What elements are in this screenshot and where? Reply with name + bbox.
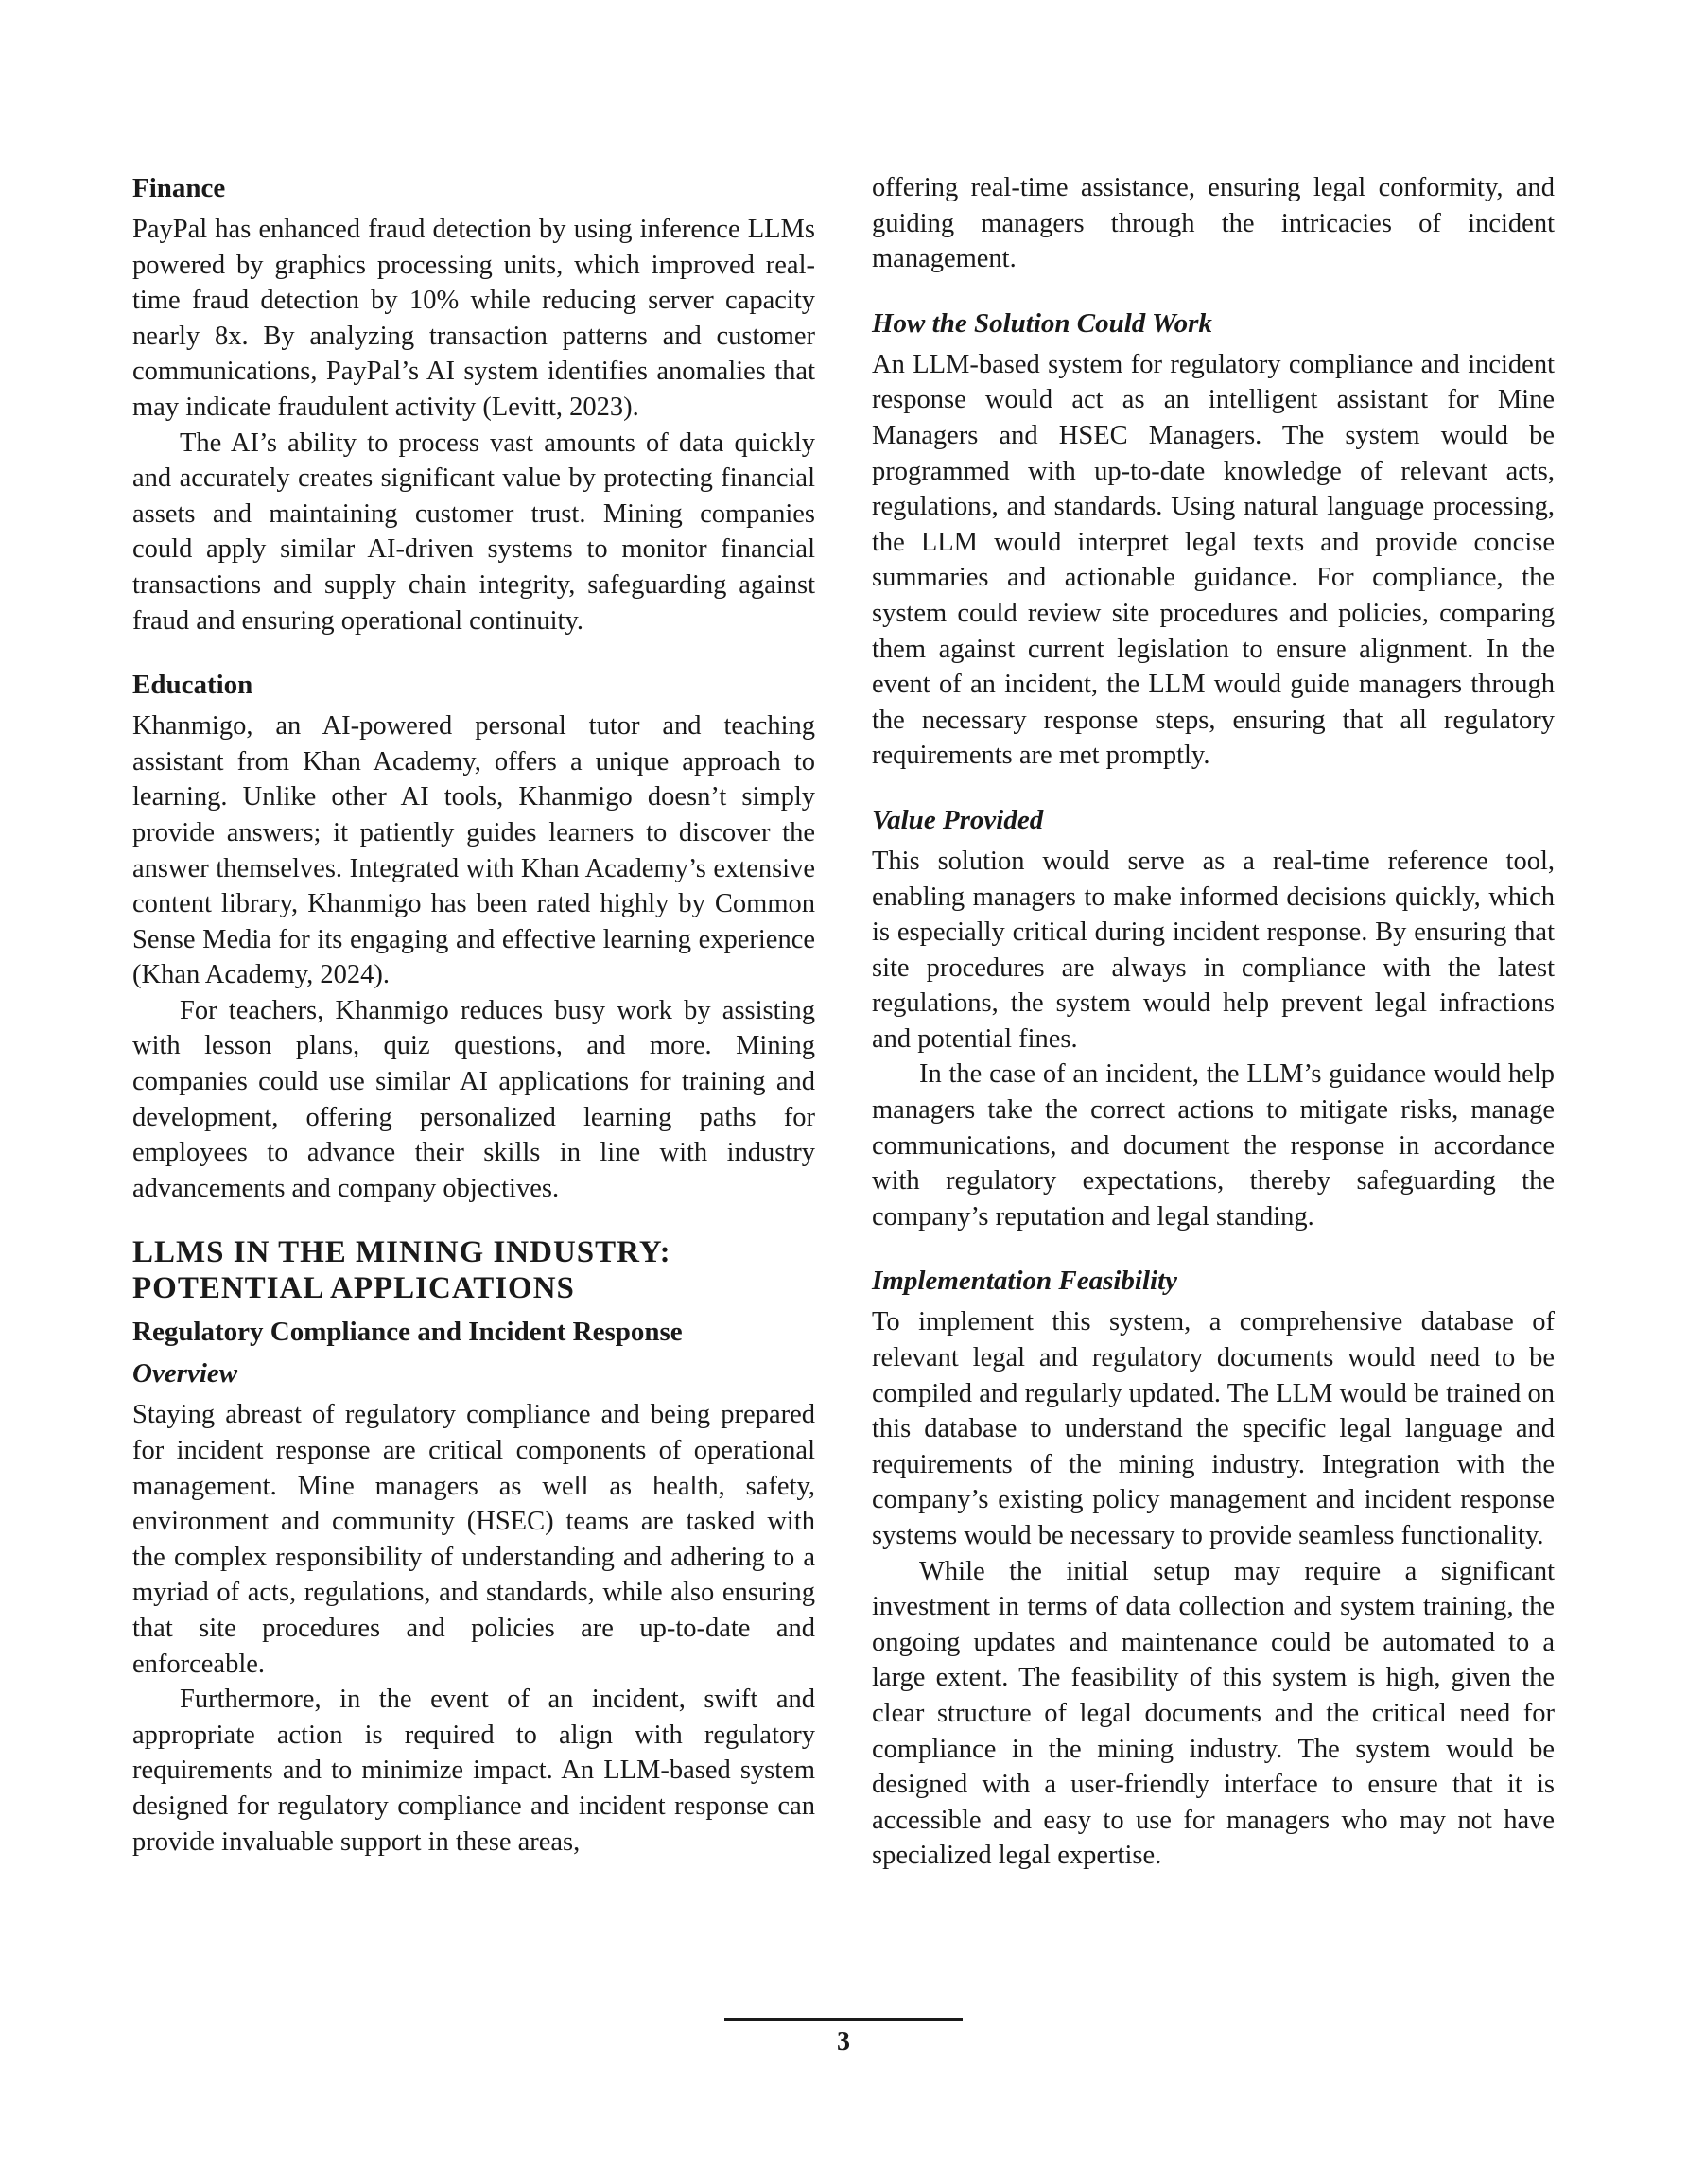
feasibility-paragraph-2: While the initial setup may require a significant investment in terms of data collection and system training, the ongoing updates and maintenance could be automated to a large extent. The feasibility of this system is high, given the clear structure of legal documents and the critical need for compliance in the mining industry. The system would be designed with a user-friendly interface to ensure that it is accessible and easy to use for managers who may not have specialized legal expertise.	[872, 1556, 1555, 1871]
overview-paragraph-1: Staying abreast of regulatory compliance and being prepared for incident response are critical components of operational management. Mine managers as well as health, safety, environment and community (HSEC) teams are tasked with the complex responsibility of understanding and adhering to a myriad of acts, regulations, and standards, while also ensuring that site procedures and policies are up-to-date and enforceable.	[132, 1400, 815, 1679]
page-body	[132, 170, 1555, 1874]
page-number: 3	[837, 2027, 850, 2056]
value-heading: Value Provided	[872, 804, 1044, 835]
footer-rule	[724, 2018, 963, 2021]
continuation-paragraph: offering real-time assistance, ensuring legal conformity, and guiding managers through the intricacies of incident management.	[872, 173, 1555, 274]
finance-heading: Finance	[132, 173, 226, 203]
section-heading-line-2: POTENTIAL APPLICATIONS	[132, 1271, 575, 1306]
finance-paragraph-1: PayPal has enhanced fraud detection by using inference LLMs powered by graphics processing units, which improved real-time fraud detection by 10% while reducing server capacity nearly 8x. By analyzing transaction patterns and customer communications, PayPal’s AI system identifies anomalies that may indicate fraudulent activity (Levitt, 2023).	[132, 215, 815, 422]
education-heading: Education	[132, 670, 253, 701]
subsection-heading: Regulatory Compliance and Incident Response	[132, 1317, 683, 1348]
overview-heading: Overview	[132, 1358, 238, 1389]
left-column	[132, 170, 815, 1874]
feasibility-paragraph-1: To implement this system, a comprehensive database of relevant legal and regulatory documents would need to be compiled and regularly updated. The LLM would be trained on this database to understand the specific legal language and requirements of the mining industry. Integration with the company’s existing policy management and incident response systems would be necessary to provide seamless functionality.	[872, 1307, 1555, 1550]
value-paragraph-1: This solution would serve as a real-time reference tool, enabling managers to make informed decisions quickly, which is especially critical during incident response. By ensuring that site procedures are always in compliance with the latest regulations, the system would help prevent legal infractions and potential fines.	[872, 846, 1555, 1054]
overview-paragraph-2: Furthermore, in the event of an incident, swift and appropriate action is required to align with regulatory requirements and to minimize impact. An LLM-based system designed for regulatory compliance and incident response can provide invaluable support in these areas,	[132, 1685, 815, 1857]
how-heading: How the Solution Could Work	[872, 307, 1212, 339]
section-heading	[132, 1234, 815, 1306]
section-heading-line-1: LLMS IN THE MINING INDUSTRY:	[132, 1235, 671, 1270]
finance-paragraph-2: The AI’s ability to process vast amounts of data quickly and accurately creates significant value by protecting financial assets and maintaining customer trust. Mining companies could apply similar AI-driven systems to monitor financial transactions and supply chain integrity, safeguarding against fraud and ensuring operational continuity.	[132, 428, 815, 636]
value-paragraph-2: In the case of an incident, the LLM’s guidance would help managers take the correct actions to mitigate risks, manage communications, and document the response in accordance with regulatory expectations, thereby safeguarding the company’s reputation and legal standing.	[872, 1059, 1555, 1232]
education-paragraph-2: For teachers, Khanmigo reduces busy work by assisting with lesson plans, quiz questions, and more. Mining companies could use similar AI applications for training and development, offering personalized learning paths for employees to advance their skills in line with industry advancements and company objectives.	[132, 995, 815, 1203]
feasibility-heading: Implementation Feasibility	[872, 1266, 1178, 1297]
right-column	[872, 170, 1555, 1874]
how-paragraph: An LLM-based system for regulatory compliance and incident response would act as an intelligent assistant for Mine Managers and HSEC Managers. The system would be programmed with up-to-date knowledge of relevant acts, regulations, and standards. Using natural language processing, the LLM would interpret legal texts and provide concise summaries and actionable guidance. For compliance, the system could review site procedures and policies, comparing them against current legislation to ensure alignment. In the event of an incident, the LLM would guide managers through the necessary response steps, ensuring that all regulatory requirements are met promptly.	[872, 349, 1555, 771]
education-paragraph-1: Khanmigo, an AI-powered personal tutor and teaching assistant from Khan Academy, offers a unique approach to learning. Unlike other AI tools, Khanmigo doesn’t simply provide answers; it patiently guides learners to discover the answer themselves. Integrated with Khan Academy’s extensive content library, Khanmigo has been rated highly by Common Sense Media for its engaging and effective learning experience (Khan Academy, 2024).	[132, 711, 815, 990]
